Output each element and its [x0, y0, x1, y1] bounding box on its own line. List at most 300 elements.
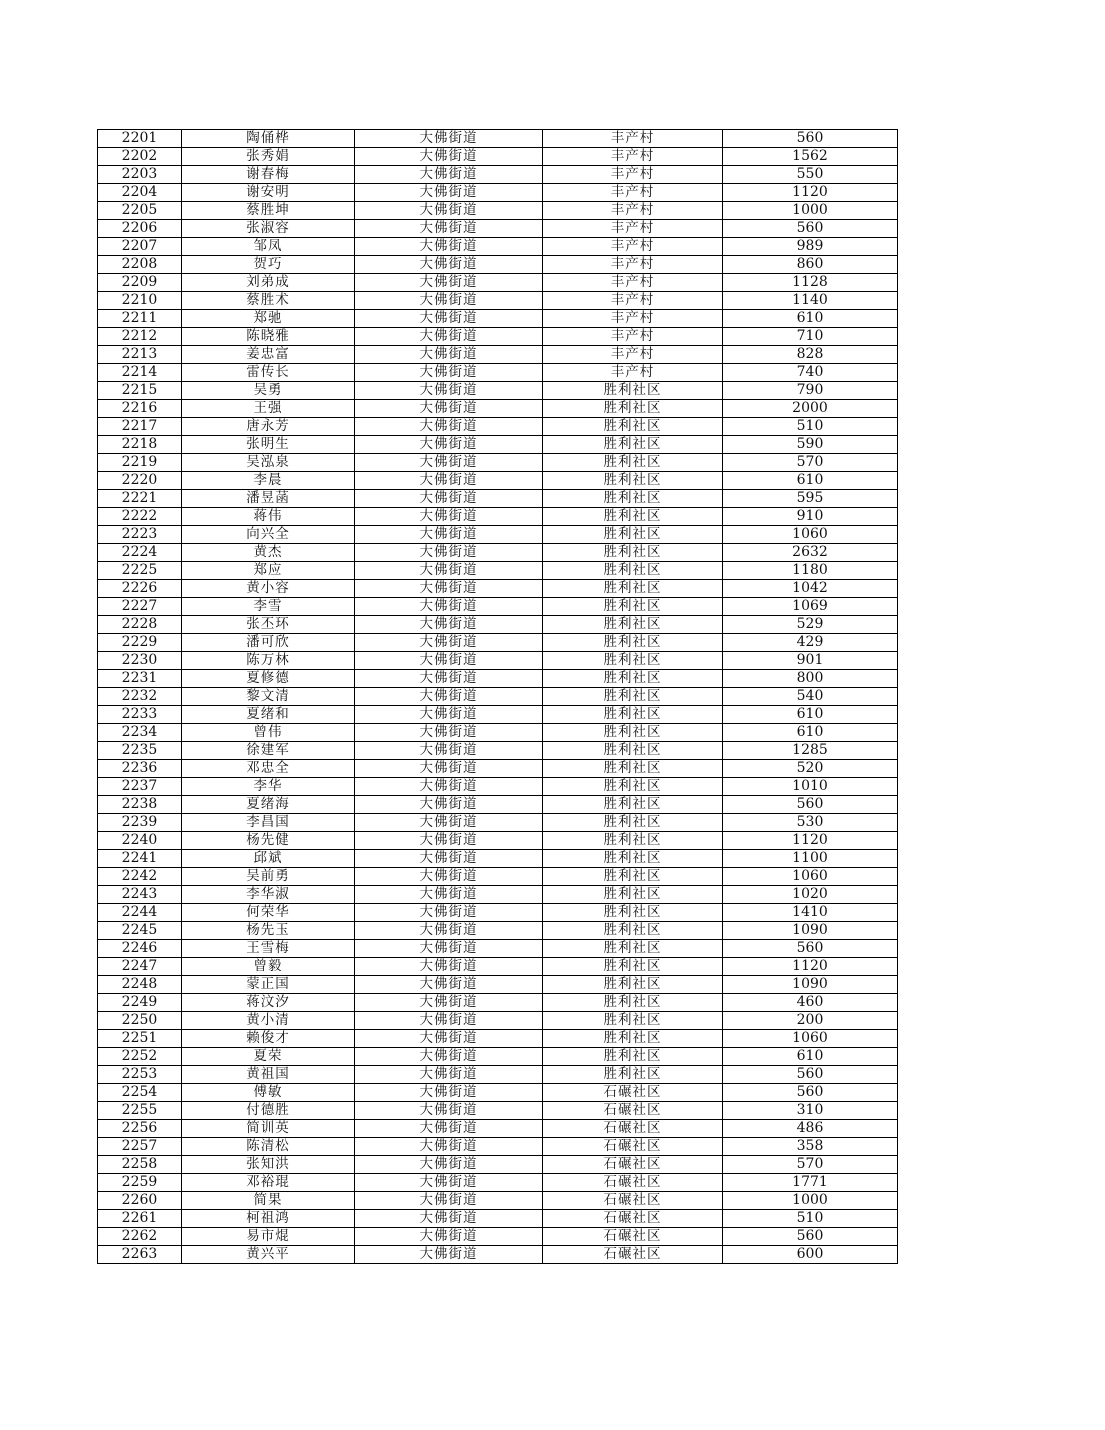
street-cell: 大佛街道 [355, 688, 543, 706]
table-row [98, 1102, 898, 1120]
street-cell: 大佛街道 [355, 148, 543, 166]
name-cell: 夏绪海 [182, 796, 355, 814]
amount-cell: 800 [723, 670, 898, 688]
name-cell: 谢安明 [182, 184, 355, 202]
table-row [98, 292, 898, 310]
amount-cell: 570 [723, 1156, 898, 1174]
table-row [98, 418, 898, 436]
row-number-cell: 2254 [98, 1084, 182, 1102]
row-number-cell: 2259 [98, 1174, 182, 1192]
street-cell: 大佛街道 [355, 958, 543, 976]
table-row [98, 814, 898, 832]
row-number-cell: 2204 [98, 184, 182, 202]
village-cell: 石碾社区 [543, 1210, 723, 1228]
village-cell: 丰产村 [543, 310, 723, 328]
street-cell: 大佛街道 [355, 634, 543, 652]
village-cell: 胜利社区 [543, 976, 723, 994]
street-cell: 大佛街道 [355, 706, 543, 724]
street-cell: 大佛街道 [355, 364, 543, 382]
street-cell: 大佛街道 [355, 724, 543, 742]
village-cell: 石碾社区 [543, 1084, 723, 1102]
table-row [98, 1210, 898, 1228]
street-cell: 大佛街道 [355, 796, 543, 814]
amount-cell: 1000 [723, 1192, 898, 1210]
row-number-cell: 2248 [98, 976, 182, 994]
name-cell: 傅敏 [182, 1084, 355, 1102]
row-number-cell: 2261 [98, 1210, 182, 1228]
row-number-cell: 2223 [98, 526, 182, 544]
name-cell: 张丕环 [182, 616, 355, 634]
street-cell: 大佛街道 [355, 382, 543, 400]
street-cell: 大佛街道 [355, 454, 543, 472]
name-cell: 夏修德 [182, 670, 355, 688]
village-cell: 胜利社区 [543, 1012, 723, 1030]
table-row [98, 166, 898, 184]
village-cell: 石碾社区 [543, 1228, 723, 1246]
name-cell: 曾毅 [182, 958, 355, 976]
amount-cell: 560 [723, 940, 898, 958]
village-cell: 丰产村 [543, 292, 723, 310]
amount-cell: 1120 [723, 958, 898, 976]
row-number-cell: 2233 [98, 706, 182, 724]
street-cell: 大佛街道 [355, 814, 543, 832]
name-cell: 向兴全 [182, 526, 355, 544]
street-cell: 大佛街道 [355, 526, 543, 544]
street-cell: 大佛街道 [355, 1012, 543, 1030]
name-cell: 陈清松 [182, 1138, 355, 1156]
street-cell: 大佛街道 [355, 256, 543, 274]
name-cell: 邱斌 [182, 850, 355, 868]
village-cell: 丰产村 [543, 184, 723, 202]
amount-cell: 610 [723, 310, 898, 328]
row-number-cell: 2216 [98, 400, 182, 418]
village-cell: 胜利社区 [543, 868, 723, 886]
row-number-cell: 2263 [98, 1246, 182, 1264]
table-row [98, 688, 898, 706]
table-row [98, 958, 898, 976]
name-cell: 唐永芳 [182, 418, 355, 436]
amount-cell: 1060 [723, 526, 898, 544]
name-cell: 徐建军 [182, 742, 355, 760]
amount-cell: 2632 [723, 544, 898, 562]
table-row [98, 544, 898, 562]
table-row [98, 994, 898, 1012]
village-cell: 胜利社区 [543, 418, 723, 436]
name-cell: 张明生 [182, 436, 355, 454]
village-cell: 丰产村 [543, 328, 723, 346]
table-row [98, 1138, 898, 1156]
street-cell: 大佛街道 [355, 868, 543, 886]
row-number-cell: 2251 [98, 1030, 182, 1048]
amount-cell: 610 [723, 706, 898, 724]
street-cell: 大佛街道 [355, 1246, 543, 1264]
row-number-cell: 2215 [98, 382, 182, 400]
village-cell: 胜利社区 [543, 454, 723, 472]
name-cell: 李昌国 [182, 814, 355, 832]
table-row [98, 778, 898, 796]
village-cell: 石碾社区 [543, 1138, 723, 1156]
table-row [98, 148, 898, 166]
row-number-cell: 2244 [98, 904, 182, 922]
street-cell: 大佛街道 [355, 1102, 543, 1120]
table-row [98, 238, 898, 256]
street-cell: 大佛街道 [355, 742, 543, 760]
row-number-cell: 2231 [98, 670, 182, 688]
table-row [98, 346, 898, 364]
amount-cell: 1069 [723, 598, 898, 616]
street-cell: 大佛街道 [355, 1084, 543, 1102]
name-cell: 郑应 [182, 562, 355, 580]
village-cell: 胜利社区 [543, 508, 723, 526]
table-row [98, 1030, 898, 1048]
village-cell: 石碾社区 [543, 1156, 723, 1174]
street-cell: 大佛街道 [355, 562, 543, 580]
table-row [98, 760, 898, 778]
row-number-cell: 2211 [98, 310, 182, 328]
name-cell: 李晨 [182, 472, 355, 490]
street-cell: 大佛街道 [355, 778, 543, 796]
table-row [98, 220, 898, 238]
row-number-cell: 2252 [98, 1048, 182, 1066]
name-cell: 王雪梅 [182, 940, 355, 958]
table-row [98, 580, 898, 598]
name-cell: 杨先健 [182, 832, 355, 850]
row-number-cell: 2238 [98, 796, 182, 814]
table-row [98, 706, 898, 724]
row-number-cell: 2253 [98, 1066, 182, 1084]
village-cell: 石碾社区 [543, 1102, 723, 1120]
street-cell: 大佛街道 [355, 184, 543, 202]
table-row [98, 922, 898, 940]
table-row [98, 310, 898, 328]
table-row [98, 562, 898, 580]
village-cell: 胜利社区 [543, 706, 723, 724]
street-cell: 大佛街道 [355, 436, 543, 454]
amount-cell: 1180 [723, 562, 898, 580]
row-number-cell: 2237 [98, 778, 182, 796]
village-cell: 胜利社区 [543, 472, 723, 490]
name-cell: 夏绪和 [182, 706, 355, 724]
village-cell: 石碾社区 [543, 1174, 723, 1192]
table-row [98, 184, 898, 202]
village-cell: 胜利社区 [543, 616, 723, 634]
row-number-cell: 2230 [98, 652, 182, 670]
village-cell: 胜利社区 [543, 1048, 723, 1066]
table-row [98, 454, 898, 472]
name-cell: 赖俊才 [182, 1030, 355, 1048]
name-cell: 陈晓雅 [182, 328, 355, 346]
table-row [98, 868, 898, 886]
street-cell: 大佛街道 [355, 220, 543, 238]
table-row [98, 724, 898, 742]
row-number-cell: 2260 [98, 1192, 182, 1210]
street-cell: 大佛街道 [355, 616, 543, 634]
row-number-cell: 2258 [98, 1156, 182, 1174]
name-cell: 邹凤 [182, 238, 355, 256]
amount-cell: 1010 [723, 778, 898, 796]
row-number-cell: 2217 [98, 418, 182, 436]
amount-cell: 540 [723, 688, 898, 706]
name-cell: 蒙正国 [182, 976, 355, 994]
amount-cell: 429 [723, 634, 898, 652]
amount-cell: 1140 [723, 292, 898, 310]
street-cell: 大佛街道 [355, 346, 543, 364]
row-number-cell: 2209 [98, 274, 182, 292]
name-cell: 黄小容 [182, 580, 355, 598]
village-cell: 胜利社区 [543, 760, 723, 778]
village-cell: 丰产村 [543, 130, 723, 148]
name-cell: 黄小清 [182, 1012, 355, 1030]
row-number-cell: 2208 [98, 256, 182, 274]
table-row [98, 1192, 898, 1210]
street-cell: 大佛街道 [355, 274, 543, 292]
village-cell: 石碾社区 [543, 1246, 723, 1264]
name-cell: 付德胜 [182, 1102, 355, 1120]
row-number-cell: 2229 [98, 634, 182, 652]
name-cell: 张秀娟 [182, 148, 355, 166]
village-cell: 胜利社区 [543, 526, 723, 544]
row-number-cell: 2221 [98, 490, 182, 508]
table-row [98, 742, 898, 760]
amount-cell: 590 [723, 436, 898, 454]
name-cell: 杨先玉 [182, 922, 355, 940]
village-cell: 石碾社区 [543, 1192, 723, 1210]
table-row [98, 652, 898, 670]
amount-cell: 1771 [723, 1174, 898, 1192]
street-cell: 大佛街道 [355, 994, 543, 1012]
name-cell: 吴勇 [182, 382, 355, 400]
village-cell: 丰产村 [543, 220, 723, 238]
table-row [98, 1228, 898, 1246]
table-row [98, 472, 898, 490]
row-number-cell: 2242 [98, 868, 182, 886]
table-row [98, 634, 898, 652]
street-cell: 大佛街道 [355, 202, 543, 220]
row-number-cell: 2207 [98, 238, 182, 256]
street-cell: 大佛街道 [355, 1120, 543, 1138]
amount-cell: 1120 [723, 184, 898, 202]
row-number-cell: 2206 [98, 220, 182, 238]
street-cell: 大佛街道 [355, 652, 543, 670]
name-cell: 吴前勇 [182, 868, 355, 886]
village-cell: 胜利社区 [543, 544, 723, 562]
name-cell: 蒋伟 [182, 508, 355, 526]
village-cell: 胜利社区 [543, 436, 723, 454]
table-row [98, 1120, 898, 1138]
row-number-cell: 2228 [98, 616, 182, 634]
table-row [98, 832, 898, 850]
village-cell: 胜利社区 [543, 688, 723, 706]
row-number-cell: 2224 [98, 544, 182, 562]
table-row [98, 1246, 898, 1264]
data-table [97, 129, 898, 1264]
table-row [98, 382, 898, 400]
row-number-cell: 2255 [98, 1102, 182, 1120]
amount-cell: 560 [723, 130, 898, 148]
village-cell: 胜利社区 [543, 922, 723, 940]
amount-cell: 310 [723, 1102, 898, 1120]
row-number-cell: 2219 [98, 454, 182, 472]
row-number-cell: 2213 [98, 346, 182, 364]
table-row [98, 616, 898, 634]
amount-cell: 570 [723, 454, 898, 472]
table-row [98, 904, 898, 922]
street-cell: 大佛街道 [355, 400, 543, 418]
amount-cell: 560 [723, 1066, 898, 1084]
street-cell: 大佛街道 [355, 832, 543, 850]
row-number-cell: 2236 [98, 760, 182, 778]
row-number-cell: 2240 [98, 832, 182, 850]
name-cell: 李雪 [182, 598, 355, 616]
street-cell: 大佛街道 [355, 1228, 543, 1246]
row-number-cell: 2222 [98, 508, 182, 526]
table-row [98, 1048, 898, 1066]
name-cell: 黎文清 [182, 688, 355, 706]
name-cell: 简训英 [182, 1120, 355, 1138]
amount-cell: 2000 [723, 400, 898, 418]
name-cell: 黄祖国 [182, 1066, 355, 1084]
table-row [98, 130, 898, 148]
amount-cell: 510 [723, 1210, 898, 1228]
amount-cell: 529 [723, 616, 898, 634]
table-row [98, 796, 898, 814]
street-cell: 大佛街道 [355, 940, 543, 958]
row-number-cell: 2201 [98, 130, 182, 148]
name-cell: 曾伟 [182, 724, 355, 742]
table-row [98, 670, 898, 688]
table-row [98, 886, 898, 904]
table-row [98, 1156, 898, 1174]
amount-cell: 610 [723, 472, 898, 490]
table-row [98, 256, 898, 274]
village-cell: 胜利社区 [543, 832, 723, 850]
name-cell: 蒋汶汐 [182, 994, 355, 1012]
village-cell: 胜利社区 [543, 796, 723, 814]
village-cell: 丰产村 [543, 202, 723, 220]
name-cell: 陈万林 [182, 652, 355, 670]
row-number-cell: 2243 [98, 886, 182, 904]
table-row [98, 400, 898, 418]
amount-cell: 790 [723, 382, 898, 400]
amount-cell: 710 [723, 328, 898, 346]
name-cell: 夏荣 [182, 1048, 355, 1066]
amount-cell: 1000 [723, 202, 898, 220]
row-number-cell: 2210 [98, 292, 182, 310]
street-cell: 大佛街道 [355, 760, 543, 778]
village-cell: 胜利社区 [543, 1066, 723, 1084]
street-cell: 大佛街道 [355, 1030, 543, 1048]
village-cell: 胜利社区 [543, 562, 723, 580]
amount-cell: 1060 [723, 868, 898, 886]
village-cell: 丰产村 [543, 166, 723, 184]
amount-cell: 200 [723, 1012, 898, 1030]
table-row [98, 976, 898, 994]
village-cell: 丰产村 [543, 364, 723, 382]
street-cell: 大佛街道 [355, 418, 543, 436]
village-cell: 胜利社区 [543, 886, 723, 904]
street-cell: 大佛街道 [355, 1192, 543, 1210]
row-number-cell: 2250 [98, 1012, 182, 1030]
name-cell: 刘弟成 [182, 274, 355, 292]
table-row [98, 850, 898, 868]
street-cell: 大佛街道 [355, 472, 543, 490]
row-number-cell: 2212 [98, 328, 182, 346]
name-cell: 蔡胜坤 [182, 202, 355, 220]
street-cell: 大佛街道 [355, 166, 543, 184]
name-cell: 简果 [182, 1192, 355, 1210]
village-cell: 丰产村 [543, 346, 723, 364]
village-cell: 胜利社区 [543, 994, 723, 1012]
amount-cell: 520 [723, 760, 898, 778]
name-cell: 何荣华 [182, 904, 355, 922]
name-cell: 姜忠富 [182, 346, 355, 364]
amount-cell: 595 [723, 490, 898, 508]
table-row [98, 364, 898, 382]
amount-cell: 530 [723, 814, 898, 832]
street-cell: 大佛街道 [355, 598, 543, 616]
amount-cell: 560 [723, 220, 898, 238]
street-cell: 大佛街道 [355, 850, 543, 868]
name-cell: 黄兴平 [182, 1246, 355, 1264]
street-cell: 大佛街道 [355, 1210, 543, 1228]
table-row [98, 490, 898, 508]
row-number-cell: 2226 [98, 580, 182, 598]
row-number-cell: 2225 [98, 562, 182, 580]
amount-cell: 1042 [723, 580, 898, 598]
street-cell: 大佛街道 [355, 976, 543, 994]
row-number-cell: 2245 [98, 922, 182, 940]
row-number-cell: 2232 [98, 688, 182, 706]
row-number-cell: 2241 [98, 850, 182, 868]
table-row [98, 526, 898, 544]
street-cell: 大佛街道 [355, 490, 543, 508]
table-row [98, 1084, 898, 1102]
row-number-cell: 2203 [98, 166, 182, 184]
village-cell: 胜利社区 [543, 598, 723, 616]
street-cell: 大佛街道 [355, 922, 543, 940]
row-number-cell: 2218 [98, 436, 182, 454]
amount-cell: 828 [723, 346, 898, 364]
name-cell: 李华淑 [182, 886, 355, 904]
street-cell: 大佛街道 [355, 580, 543, 598]
table-body [98, 130, 898, 1264]
name-cell: 郑驰 [182, 310, 355, 328]
table-row [98, 436, 898, 454]
name-cell: 黄杰 [182, 544, 355, 562]
row-number-cell: 2247 [98, 958, 182, 976]
street-cell: 大佛街道 [355, 1156, 543, 1174]
row-number-cell: 2257 [98, 1138, 182, 1156]
village-cell: 胜利社区 [543, 580, 723, 598]
street-cell: 大佛街道 [355, 886, 543, 904]
name-cell: 吴泓泉 [182, 454, 355, 472]
row-number-cell: 2205 [98, 202, 182, 220]
row-number-cell: 2202 [98, 148, 182, 166]
village-cell: 胜利社区 [543, 940, 723, 958]
village-cell: 胜利社区 [543, 634, 723, 652]
village-cell: 丰产村 [543, 148, 723, 166]
table-row [98, 598, 898, 616]
amount-cell: 1120 [723, 832, 898, 850]
amount-cell: 1090 [723, 922, 898, 940]
street-cell: 大佛街道 [355, 544, 543, 562]
name-cell: 邓忠全 [182, 760, 355, 778]
row-number-cell: 2256 [98, 1120, 182, 1138]
street-cell: 大佛街道 [355, 1174, 543, 1192]
name-cell: 李华 [182, 778, 355, 796]
amount-cell: 1060 [723, 1030, 898, 1048]
village-cell: 胜利社区 [543, 814, 723, 832]
